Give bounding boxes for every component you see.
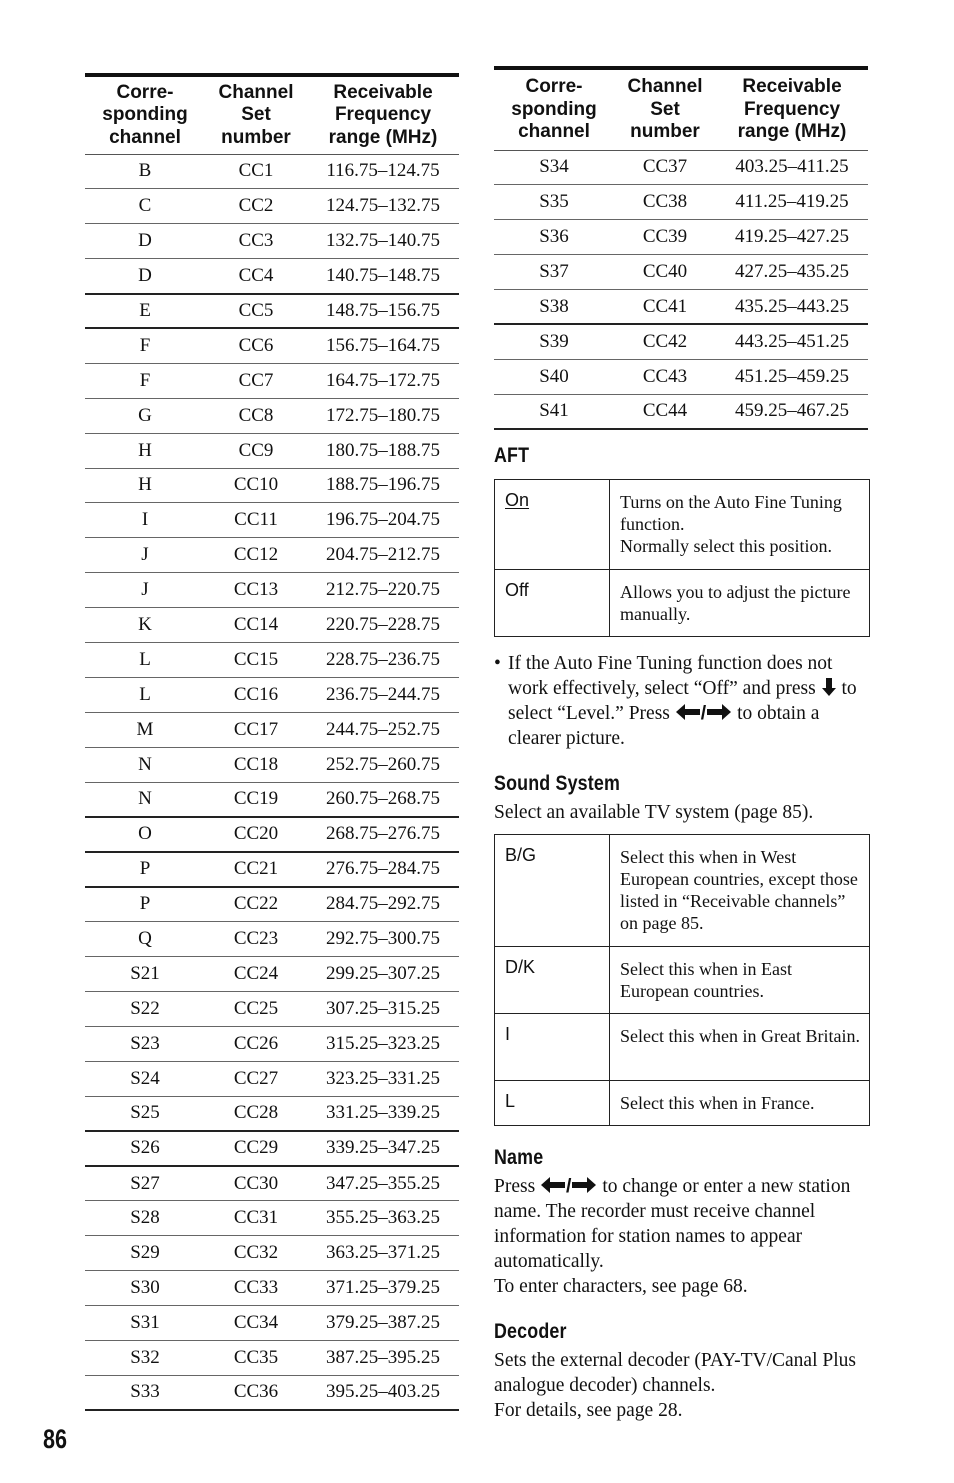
name-heading: Name xyxy=(494,1146,544,1169)
cell-frequency-range: 140.75–148.75 xyxy=(307,259,459,294)
table-row xyxy=(85,573,459,608)
cell-frequency-range: 124.75–132.75 xyxy=(307,189,459,224)
table-row xyxy=(85,154,459,189)
cell-channel-set-number: CC34 xyxy=(205,1305,307,1340)
header-channel-set-number: Channel Set number xyxy=(614,70,716,150)
cell-channel-set-number: CC24 xyxy=(205,956,307,991)
cell-frequency-range: 244.75–252.75 xyxy=(307,712,459,747)
table-row xyxy=(494,185,868,220)
sound-option-dk xyxy=(495,947,870,1014)
cell-channel-set-number: CC38 xyxy=(614,185,716,220)
cell-frequency-range: 307.25–315.25 xyxy=(307,991,459,1026)
cell-frequency-range: 411.25–419.25 xyxy=(716,185,868,220)
cell-corresponding-channel: S29 xyxy=(85,1236,205,1271)
cell-corresponding-channel: S30 xyxy=(85,1271,205,1306)
cell-channel-set-number: CC26 xyxy=(205,1026,307,1061)
table-row xyxy=(85,991,459,1026)
table-row xyxy=(494,359,868,394)
header-corresponding-channel: Corre- sponding channel xyxy=(494,70,614,150)
cell-frequency-range: 323.25–331.25 xyxy=(307,1061,459,1096)
cell-frequency-range: 236.75–244.75 xyxy=(307,677,459,712)
aft-option-on xyxy=(495,480,870,570)
name-see-page: To enter characters, see page 68. xyxy=(494,1276,748,1297)
cell-channel-set-number: CC36 xyxy=(205,1375,307,1410)
cell-channel-set-number: CC1 xyxy=(205,154,307,189)
table-row xyxy=(85,817,459,852)
table-row xyxy=(85,608,459,643)
cell-channel-set-number: CC19 xyxy=(205,782,307,817)
sound-option-label: I xyxy=(495,1014,610,1081)
cell-channel-set-number: CC28 xyxy=(205,1096,307,1131)
cell-channel-set-number: CC42 xyxy=(614,324,716,359)
cell-corresponding-channel: L xyxy=(85,677,205,712)
cell-frequency-range: 196.75–204.75 xyxy=(307,503,459,538)
table-row xyxy=(85,259,459,294)
cell-frequency-range: 220.75–228.75 xyxy=(307,608,459,643)
cell-channel-set-number: CC37 xyxy=(614,150,716,185)
cell-channel-set-number: CC3 xyxy=(205,224,307,259)
table-row xyxy=(85,1340,459,1375)
cell-frequency-range: 451.25–459.25 xyxy=(716,359,868,394)
cell-frequency-range: 292.75–300.75 xyxy=(307,922,459,957)
cell-channel-set-number: CC16 xyxy=(205,677,307,712)
cell-frequency-range: 148.75–156.75 xyxy=(307,294,459,329)
cell-frequency-range: 260.75–268.75 xyxy=(307,782,459,817)
cell-frequency-range: 387.25–395.25 xyxy=(307,1340,459,1375)
slash: / xyxy=(700,702,707,724)
name-press: Press xyxy=(494,1176,536,1197)
table-row xyxy=(494,150,868,185)
cell-channel-set-number: CC13 xyxy=(205,573,307,608)
cell-channel-set-number: CC41 xyxy=(614,290,716,325)
cell-frequency-range: 299.25–307.25 xyxy=(307,956,459,991)
cell-frequency-range: 284.75–292.75 xyxy=(307,887,459,922)
cell-channel-set-number: CC22 xyxy=(205,887,307,922)
sound-option-i xyxy=(495,1014,870,1081)
cell-corresponding-channel: S22 xyxy=(85,991,205,1026)
table-row xyxy=(85,782,459,817)
cell-frequency-range: 371.25–379.25 xyxy=(307,1271,459,1306)
cell-channel-set-number: CC40 xyxy=(614,255,716,290)
cell-channel-set-number: CC39 xyxy=(614,220,716,255)
cell-corresponding-channel: Q xyxy=(85,922,205,957)
table-row xyxy=(85,503,459,538)
cell-corresponding-channel: S27 xyxy=(85,1166,205,1201)
cell-corresponding-channel: D xyxy=(85,259,205,294)
cell-channel-set-number: CC25 xyxy=(205,991,307,1026)
cell-channel-set-number: CC29 xyxy=(205,1131,307,1166)
table-row xyxy=(85,1026,459,1061)
cell-channel-set-number: CC43 xyxy=(614,359,716,394)
cell-corresponding-channel: S39 xyxy=(494,324,614,359)
cell-corresponding-channel: S32 xyxy=(85,1340,205,1375)
slash: / xyxy=(566,1175,572,1197)
cell-corresponding-channel: F xyxy=(85,328,205,363)
cell-corresponding-channel: F xyxy=(85,363,205,398)
cell-channel-set-number: CC6 xyxy=(205,328,307,363)
cell-channel-set-number: CC33 xyxy=(205,1271,307,1306)
cell-channel-set-number: CC4 xyxy=(205,259,307,294)
cell-frequency-range: 427.25–435.25 xyxy=(716,255,868,290)
cell-channel-set-number: CC7 xyxy=(205,363,307,398)
sound-option-bg xyxy=(495,835,870,947)
cell-corresponding-channel: O xyxy=(85,817,205,852)
cell-corresponding-channel: K xyxy=(85,608,205,643)
aft-option-off xyxy=(495,570,870,637)
cell-frequency-range: 252.75–260.75 xyxy=(307,747,459,782)
header-corresponding-channel: Corre- sponding channel xyxy=(85,77,205,154)
cell-corresponding-channel: S37 xyxy=(494,255,614,290)
table-row xyxy=(85,1236,459,1271)
arrow-left-icon xyxy=(675,703,701,721)
sound-option-description: Select this when in France. xyxy=(610,1081,870,1126)
cell-corresponding-channel: I xyxy=(85,503,205,538)
table-row xyxy=(85,328,459,363)
cell-frequency-range: 315.25–323.25 xyxy=(307,1026,459,1061)
sound-system-heading: Sound System xyxy=(494,772,621,795)
cell-channel-set-number: CC14 xyxy=(205,608,307,643)
decoder-description xyxy=(494,1348,869,1423)
table-row xyxy=(85,1166,459,1201)
cell-channel-set-number: CC17 xyxy=(205,712,307,747)
table-row xyxy=(85,1271,459,1306)
channel-table-right xyxy=(494,70,868,430)
cell-corresponding-channel: S34 xyxy=(494,150,614,185)
aft-note xyxy=(494,651,869,751)
cell-channel-set-number: CC12 xyxy=(205,538,307,573)
sound-system-intro: Select an available TV system (page 85). xyxy=(494,802,814,823)
decoder-text: Sets the external decoder (PAY-TV/Canal Plus analogue decoder) channels. xyxy=(494,1350,856,1396)
table-row xyxy=(85,1201,459,1236)
name-text: to change or enter a new station name. The recorder must receive channel information for station names to appear automatically. xyxy=(494,1176,851,1272)
table-row xyxy=(85,468,459,503)
header-frequency-range: Receivable Frequency range (MHz) xyxy=(716,70,868,150)
aft-options-table xyxy=(494,479,870,637)
cell-corresponding-channel: S40 xyxy=(494,359,614,394)
header-frequency-range: Receivable Frequency range (MHz) xyxy=(307,77,459,154)
table-row xyxy=(494,324,868,359)
table-row xyxy=(85,398,459,433)
cell-corresponding-channel: J xyxy=(85,538,205,573)
cell-corresponding-channel: S25 xyxy=(85,1096,205,1131)
table-row xyxy=(85,642,459,677)
cell-frequency-range: 395.25–403.25 xyxy=(307,1375,459,1410)
cell-corresponding-channel: L xyxy=(85,642,205,677)
cell-channel-set-number: CC32 xyxy=(205,1236,307,1271)
cell-corresponding-channel: S35 xyxy=(494,185,614,220)
cell-frequency-range: 355.25–363.25 xyxy=(307,1201,459,1236)
sound-option-description: Select this when in Great Britain. xyxy=(610,1014,870,1081)
cell-channel-set-number: CC2 xyxy=(205,189,307,224)
cell-frequency-range: 403.25–411.25 xyxy=(716,150,868,185)
sound-option-description: Select this when in West European countries, except those listed in “Receivable channels” on page 85. xyxy=(610,835,870,947)
cell-corresponding-channel: S28 xyxy=(85,1201,205,1236)
table-row xyxy=(85,224,459,259)
cell-frequency-range: 379.25–387.25 xyxy=(307,1305,459,1340)
channel-table-left xyxy=(85,77,459,1411)
table-row xyxy=(85,852,459,887)
cell-frequency-range: 164.75–172.75 xyxy=(307,363,459,398)
aft-heading: AFT xyxy=(494,444,530,467)
cell-corresponding-channel: N xyxy=(85,747,205,782)
cell-channel-set-number: CC15 xyxy=(205,642,307,677)
aft-note-text-2: to select “Level.” Press xyxy=(508,678,857,724)
decoder-heading: Decoder xyxy=(494,1320,567,1343)
cell-frequency-range: 339.25–347.25 xyxy=(307,1131,459,1166)
cell-channel-set-number: CC11 xyxy=(205,503,307,538)
cell-corresponding-channel: B xyxy=(85,154,205,189)
table-row xyxy=(85,1375,459,1410)
table-row xyxy=(85,189,459,224)
cell-channel-set-number: CC23 xyxy=(205,922,307,957)
cell-frequency-range: 435.25–443.25 xyxy=(716,290,868,325)
decoder-see-page: For details, see page 28. xyxy=(494,1400,683,1421)
table-header-row xyxy=(85,77,459,154)
cell-channel-set-number: CC18 xyxy=(205,747,307,782)
table-row xyxy=(85,1096,459,1131)
table-row xyxy=(85,538,459,573)
cell-corresponding-channel: S26 xyxy=(85,1131,205,1166)
cell-channel-set-number: CC21 xyxy=(205,852,307,887)
table-row xyxy=(85,1061,459,1096)
cell-corresponding-channel: P xyxy=(85,852,205,887)
name-description xyxy=(494,1174,869,1299)
cell-corresponding-channel: S21 xyxy=(85,956,205,991)
table-row xyxy=(494,394,868,429)
cell-frequency-range: 443.25–451.25 xyxy=(716,324,868,359)
table-row xyxy=(494,290,868,325)
sound-system-options-table xyxy=(494,834,870,1126)
cell-channel-set-number: CC30 xyxy=(205,1166,307,1201)
cell-frequency-range: 212.75–220.75 xyxy=(307,573,459,608)
table-row xyxy=(85,712,459,747)
cell-frequency-range: 363.25–371.25 xyxy=(307,1236,459,1271)
arrow-right-icon xyxy=(571,1176,597,1194)
table-row xyxy=(85,1131,459,1166)
table-row xyxy=(85,294,459,329)
aft-on-label: On xyxy=(505,490,530,510)
cell-corresponding-channel: S41 xyxy=(494,394,614,429)
cell-corresponding-channel: S38 xyxy=(494,290,614,325)
cell-frequency-range: 156.75–164.75 xyxy=(307,328,459,363)
cell-corresponding-channel: H xyxy=(85,433,205,468)
table-row xyxy=(85,433,459,468)
arrow-right-icon xyxy=(706,703,732,721)
sound-option-description: Select this when in East European countries. xyxy=(610,947,870,1014)
sound-option-label: D/K xyxy=(495,947,610,1014)
table-row xyxy=(494,220,868,255)
aft-note-text-3: to obtain a clearer picture. xyxy=(508,703,820,749)
table-row xyxy=(85,887,459,922)
table-row xyxy=(85,956,459,991)
cell-corresponding-channel: E xyxy=(85,294,205,329)
cell-corresponding-channel: H xyxy=(85,468,205,503)
table-row xyxy=(85,1305,459,1340)
aft-on-note: Normally select this position. xyxy=(620,536,832,556)
cell-corresponding-channel: P xyxy=(85,887,205,922)
arrow-down-icon xyxy=(821,677,837,697)
cell-channel-set-number: CC10 xyxy=(205,468,307,503)
cell-frequency-range: 204.75–212.75 xyxy=(307,538,459,573)
table-row xyxy=(85,363,459,398)
cell-frequency-range: 459.25–467.25 xyxy=(716,394,868,429)
cell-corresponding-channel: S31 xyxy=(85,1305,205,1340)
cell-channel-set-number: CC27 xyxy=(205,1061,307,1096)
cell-frequency-range: 172.75–180.75 xyxy=(307,398,459,433)
cell-corresponding-channel: M xyxy=(85,712,205,747)
aft-off-description: Allows you to adjust the picture manually. xyxy=(610,570,870,637)
cell-corresponding-channel: S24 xyxy=(85,1061,205,1096)
sound-option-l xyxy=(495,1081,870,1126)
table-row xyxy=(85,922,459,957)
cell-frequency-range: 180.75–188.75 xyxy=(307,433,459,468)
sound-option-label: L xyxy=(495,1081,610,1126)
aft-note-text-1: If the Auto Fine Tuning function does not work effectively, select “Off” and press xyxy=(508,653,833,699)
aft-off-label: Off xyxy=(505,580,529,600)
table-row xyxy=(494,255,868,290)
cell-channel-set-number: CC5 xyxy=(205,294,307,329)
cell-corresponding-channel: C xyxy=(85,189,205,224)
cell-corresponding-channel: S23 xyxy=(85,1026,205,1061)
cell-frequency-range: 228.75–236.75 xyxy=(307,642,459,677)
cell-frequency-range: 116.75–124.75 xyxy=(307,154,459,189)
bullet: • xyxy=(494,653,501,674)
cell-frequency-range: 132.75–140.75 xyxy=(307,224,459,259)
table-row xyxy=(85,677,459,712)
cell-channel-set-number: CC9 xyxy=(205,433,307,468)
cell-channel-set-number: CC20 xyxy=(205,817,307,852)
cell-channel-set-number: CC35 xyxy=(205,1340,307,1375)
cell-channel-set-number: CC31 xyxy=(205,1201,307,1236)
table-row xyxy=(85,747,459,782)
cell-corresponding-channel: N xyxy=(85,782,205,817)
cell-frequency-range: 188.75–196.75 xyxy=(307,468,459,503)
cell-channel-set-number: CC44 xyxy=(614,394,716,429)
sound-option-label: B/G xyxy=(495,835,610,947)
cell-frequency-range: 347.25–355.25 xyxy=(307,1166,459,1201)
cell-corresponding-channel: G xyxy=(85,398,205,433)
cell-frequency-range: 331.25–339.25 xyxy=(307,1096,459,1131)
aft-on-description: Turns on the Auto Fine Tuning function. xyxy=(620,492,842,534)
arrow-left-icon xyxy=(540,1176,566,1194)
cell-frequency-range: 276.75–284.75 xyxy=(307,852,459,887)
cell-corresponding-channel: D xyxy=(85,224,205,259)
page-number: 86 xyxy=(43,1424,68,1454)
cell-corresponding-channel: S36 xyxy=(494,220,614,255)
table-header-row xyxy=(494,70,868,150)
cell-channel-set-number: CC8 xyxy=(205,398,307,433)
cell-corresponding-channel: J xyxy=(85,573,205,608)
cell-corresponding-channel: S33 xyxy=(85,1375,205,1410)
cell-frequency-range: 419.25–427.25 xyxy=(716,220,868,255)
cell-frequency-range: 268.75–276.75 xyxy=(307,817,459,852)
header-channel-set-number: Channel Set number xyxy=(205,77,307,154)
